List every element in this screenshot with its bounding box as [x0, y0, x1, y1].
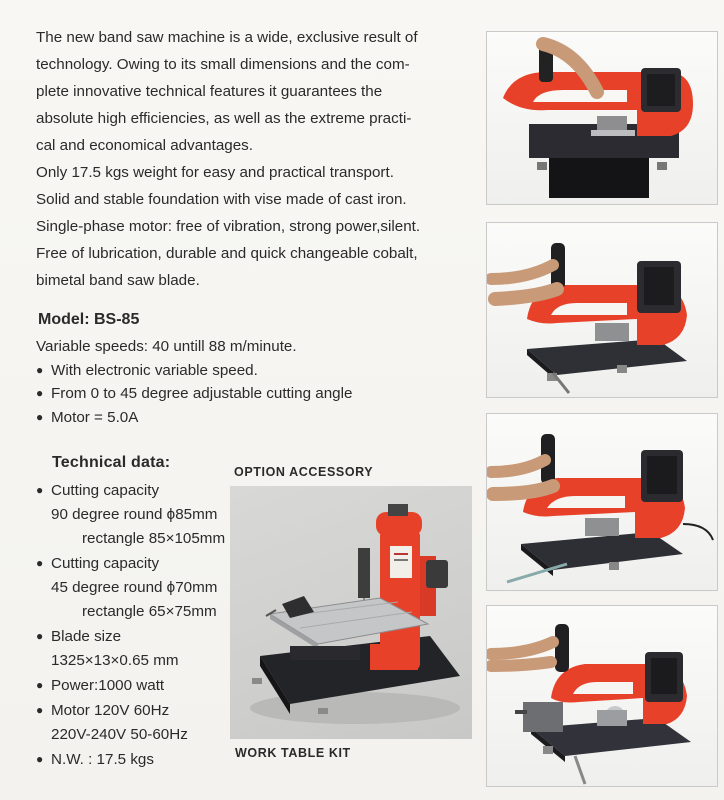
product-photo-2 [486, 222, 718, 398]
intro-paragraph [36, 24, 428, 159]
tech-item: ● Motor 120V 60Hz [36, 698, 225, 723]
model-spec-list [36, 335, 352, 429]
tech-item: ● N.W. : 17.5 kgs [36, 747, 225, 772]
product-photo-3 [486, 413, 718, 591]
intro-line: technology. Owing to its small dimensions and the com- [36, 56, 410, 73]
tech-value: rectangle 65×75mm [82, 603, 217, 620]
intro-line: The new band saw machine is a wide, exclusive result of [36, 29, 418, 46]
work-table-kit-photo [230, 486, 472, 739]
bullet-icon: ● [36, 362, 44, 377]
tech-value: rectangle 85×105mm [82, 530, 226, 547]
intro-line: cal and economical advantages. [36, 137, 253, 154]
model-bullet: ● Motor = 5.0A [36, 406, 352, 430]
bullet-icon: ● [36, 752, 44, 766]
feature-motor: Single-phase motor: free of vibration, strong power,silent. [36, 218, 421, 235]
variable-speeds: Variable speeds: 40 untill 88 m/minute. [36, 338, 297, 355]
tech-item: ● Cutting capacity [36, 478, 225, 503]
technical-data-title: Technical data: [52, 454, 171, 471]
bullet-icon: ● [36, 409, 44, 424]
tech-value: 220V-240V 50-60Hz [51, 726, 188, 743]
work-table-kit-title: WORK TABLE KIT [235, 746, 351, 760]
product-photo-4 [486, 605, 718, 787]
intro-line: absolute high efficiencies, as well as the extreme practi- [36, 110, 412, 127]
bullet-icon: ● [36, 483, 44, 497]
tech-item: ● Blade size [36, 624, 225, 649]
technical-data-list [36, 478, 225, 772]
feature-blade-cont: bimetal band saw blade. [36, 272, 200, 289]
tech-value: 90 degree round ϕ85mm [51, 506, 218, 523]
tech-item: ● Cutting capacity [36, 551, 225, 576]
bullet-icon: ● [36, 678, 44, 692]
intro-line: plete innovative technical features it guarantees the [36, 83, 383, 100]
feature-foundation: Solid and stable foundation with vise made of cast iron. [36, 191, 407, 208]
feature-weight: Only 17.5 kgs weight for easy and practical transport. [36, 164, 394, 181]
bullet-icon: ● [36, 556, 44, 570]
tech-item: ● Power:1000 watt [36, 673, 225, 698]
model-bullet: ● With electronic variable speed. [36, 359, 352, 383]
intro-text [36, 24, 428, 294]
model-title: Model: BS-85 [38, 311, 140, 328]
model-bullet: ● From 0 to 45 degree adjustable cutting angle [36, 382, 352, 406]
option-accessory-title: OPTION ACCESSORY [234, 465, 374, 479]
bullet-icon: ● [36, 703, 44, 717]
bullet-icon: ● [36, 629, 44, 643]
product-photo-1 [486, 31, 718, 205]
bullet-icon: ● [36, 386, 44, 400]
tech-value: 1325×13×0.65 mm [51, 652, 179, 669]
feature-blade: Free of lubrication, durable and quick changeable cobalt, [36, 245, 418, 262]
tech-value: 45 degree round ϕ70mm [51, 579, 218, 596]
